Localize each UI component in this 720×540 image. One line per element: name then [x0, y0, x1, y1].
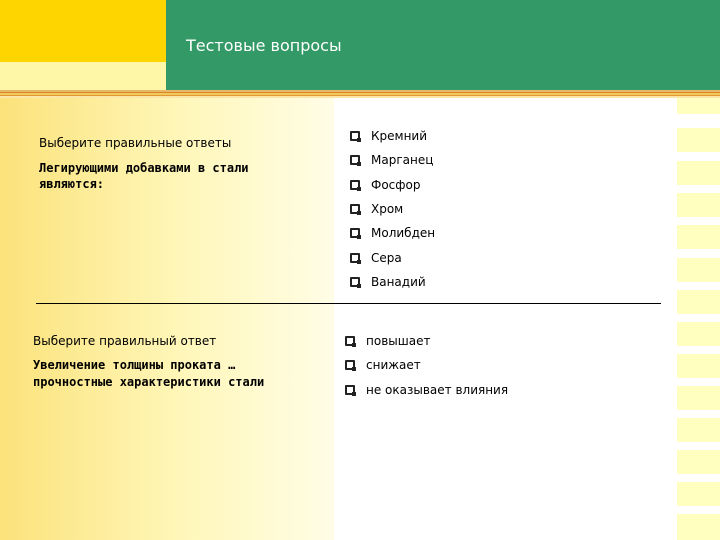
question-1-option[interactable]: [350, 152, 433, 168]
checkbox-icon[interactable]: [345, 385, 355, 395]
right-decor-block: [677, 258, 720, 282]
checkbox-icon[interactable]: [350, 204, 360, 214]
question-1-option[interactable]: [350, 128, 427, 144]
right-decor-block: [677, 290, 720, 314]
header-yellow-block: [0, 0, 166, 62]
option-label: Сера: [371, 251, 402, 265]
right-decor-block: [677, 386, 720, 410]
option-label: Ванадий: [371, 275, 426, 289]
page-title: Тестовые вопросы: [186, 36, 342, 55]
checkbox-icon[interactable]: [350, 253, 360, 263]
right-decor-block: [677, 418, 720, 442]
right-decor-block: [677, 193, 720, 217]
checkbox-icon[interactable]: [350, 155, 360, 165]
question-2-option[interactable]: [345, 382, 508, 398]
header-light-yellow-block: [0, 62, 166, 90]
option-label: Хром: [371, 202, 404, 216]
option-label: повышает: [366, 334, 431, 348]
right-decor-block: [677, 225, 720, 249]
right-decor-block: [677, 514, 720, 540]
checkbox-icon[interactable]: [345, 336, 355, 346]
right-decor-block: [677, 161, 720, 185]
question-1-option[interactable]: [350, 250, 402, 266]
question-1-text-line-1: Легирующими добавками в стали: [39, 161, 249, 175]
right-decor-block: [677, 128, 720, 152]
option-label: Фосфор: [371, 178, 421, 192]
question-2-text-line-2: прочностные характеристики стали: [33, 375, 265, 389]
option-label: снижает: [366, 358, 421, 372]
checkbox-icon[interactable]: [345, 360, 355, 370]
checkbox-icon[interactable]: [350, 277, 360, 287]
question-2-option[interactable]: [345, 333, 430, 349]
checkbox-icon[interactable]: [350, 180, 360, 190]
right-decor-block: [677, 354, 720, 378]
question-divider: [36, 303, 661, 304]
option-label: Марганец: [371, 153, 434, 167]
option-label: Молибден: [371, 226, 436, 240]
question-1-option[interactable]: [350, 274, 426, 290]
right-decor-block: [677, 322, 720, 346]
question-1-instruction: Выберите правильные ответы: [39, 136, 232, 150]
option-label: Кремний: [371, 129, 428, 143]
question-1-option[interactable]: [350, 225, 435, 241]
question-1-text-line-2: являются:: [39, 177, 105, 191]
checkbox-icon[interactable]: [350, 131, 360, 141]
question-1-option[interactable]: [350, 177, 421, 193]
question-2-option[interactable]: [345, 357, 421, 373]
right-decor-block: [677, 450, 720, 474]
option-label: не оказывает влияния: [366, 383, 509, 397]
question-2-text-line-1: Увеличение толщины проката …: [33, 358, 236, 372]
right-decor-block: [677, 482, 720, 506]
checkbox-icon[interactable]: [350, 228, 360, 238]
question-1-option[interactable]: [350, 201, 403, 217]
right-decor-block: [677, 98, 720, 114]
question-2-instruction: Выберите правильный ответ: [33, 334, 217, 348]
